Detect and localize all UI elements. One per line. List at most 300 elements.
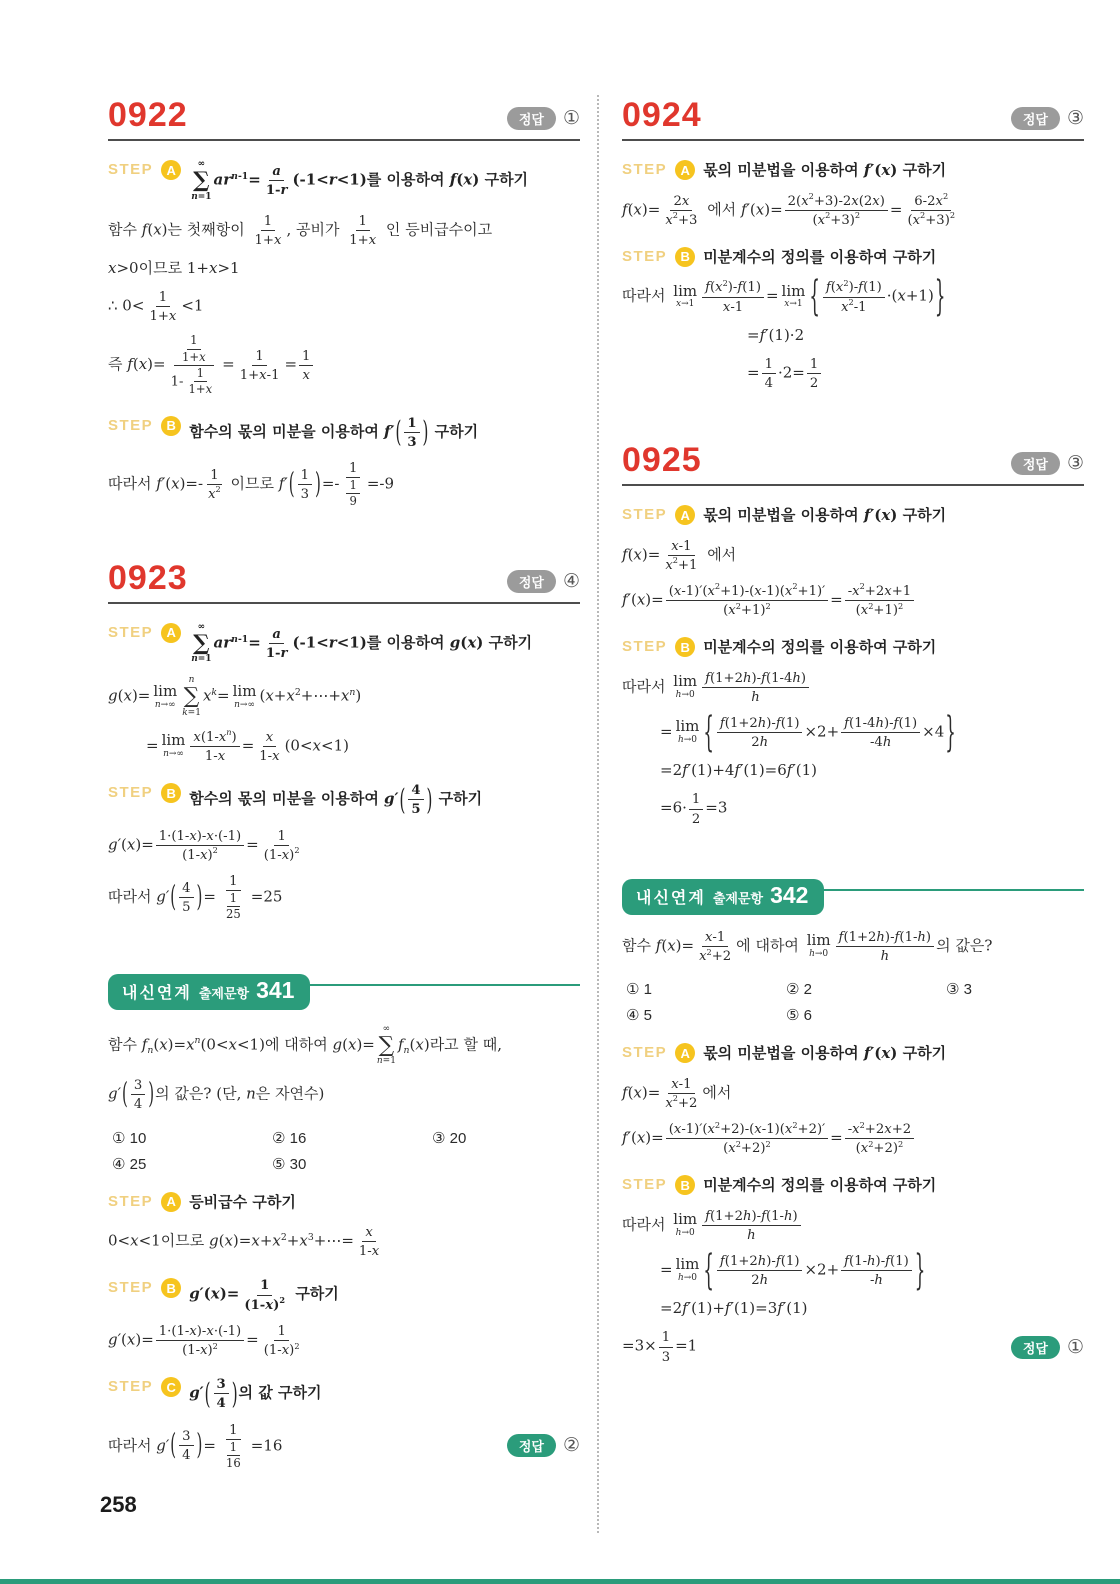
math-run: f (705, 1208, 710, 1224)
math-run: 1+ (239, 367, 260, 383)
formula-line (622, 193, 1084, 228)
step-title (189, 415, 478, 450)
math-run: x (224, 1231, 233, 1250)
limit (232, 681, 257, 711)
step-letter-badge: B (675, 247, 695, 267)
page-number: 258 (100, 1492, 137, 1517)
step-label: STEP (108, 1192, 154, 1210)
fraction (168, 334, 221, 396)
math-run: h (759, 1273, 769, 1289)
fraction (146, 289, 179, 324)
math-run: 2 (212, 845, 218, 856)
math-run: 2 (751, 735, 760, 751)
denominator (261, 1341, 303, 1358)
math-run: +2 (677, 1095, 698, 1111)
math-run: a (272, 164, 281, 180)
superscript (279, 1296, 285, 1305)
math-run: ( (121, 1330, 127, 1349)
answer-pill: 정답 (1011, 452, 1060, 475)
math-run: (1)·2 (768, 325, 805, 344)
math-run: 1 (229, 1422, 238, 1438)
choice-list (112, 1129, 580, 1173)
superscript (766, 602, 771, 611)
math-run: 2 (809, 375, 819, 391)
math-run: h (677, 1273, 684, 1284)
lim-symbol: lim (673, 1210, 698, 1229)
sum-lower (191, 654, 211, 665)
choice-item: ① 1 (626, 981, 652, 999)
math-run: f′ (622, 590, 631, 609)
math-run: x (665, 212, 673, 228)
superscript (213, 1342, 218, 1351)
text-run: 인 (385, 221, 401, 239)
superscript (216, 485, 221, 494)
text-run: 이용하여 (320, 790, 379, 808)
math-run: 1- (265, 646, 281, 662)
math-run: ′ (822, 1121, 826, 1137)
denominator (838, 298, 870, 315)
fraction (662, 1076, 700, 1111)
problem-number: 0923 (108, 558, 188, 597)
step-label: STEP (108, 1378, 154, 1396)
math-run: )= (641, 200, 661, 219)
formula-line (622, 1208, 1084, 1243)
numerator (156, 1323, 244, 1341)
fraction (179, 880, 193, 915)
math-run: f (838, 929, 844, 945)
math-run: f (844, 716, 850, 732)
math-run: 1- (265, 183, 281, 199)
answer-value: ④ (562, 570, 580, 592)
numerator (408, 782, 423, 800)
lim-symbol: lim (161, 731, 186, 750)
math-run: ′ (699, 583, 703, 599)
math-run: 2 (722, 277, 728, 288)
math-run: g′ (384, 789, 399, 808)
numerator (346, 460, 360, 478)
math-run: 3 (182, 1429, 191, 1445)
formula-line (660, 1246, 1084, 1295)
sum-lower (377, 1056, 396, 1067)
math-run: 2 (808, 191, 814, 202)
text-run: 공비가 (295, 221, 340, 239)
math-run: n (147, 1045, 154, 1057)
limit (162, 733, 186, 760)
text-run: 미분을 (272, 790, 316, 808)
math-run: h (917, 929, 926, 945)
math-run: f (449, 170, 457, 189)
math-run: f (705, 280, 710, 296)
text-run: 의 (155, 1085, 170, 1103)
math-run: = (284, 355, 298, 374)
math-run: ( (259, 687, 266, 706)
math-run: f′ (156, 474, 166, 493)
numerator (261, 213, 275, 231)
fraction (717, 1253, 803, 1288)
text-run: 의 (936, 937, 951, 955)
math-run: +2 (891, 1121, 912, 1137)
math-run: x (671, 538, 679, 554)
answer-badge (1011, 107, 1084, 132)
text-run: 구하기 (892, 1177, 937, 1195)
math-run: +3) (830, 212, 855, 228)
math-run: ×4 (922, 722, 945, 741)
math-run: x (884, 1121, 892, 1137)
numerator (702, 929, 728, 947)
math-run: 1+ (188, 382, 206, 397)
fraction (261, 1323, 303, 1358)
math-run: f (705, 670, 710, 686)
math-run: = (248, 633, 261, 652)
summation (191, 622, 211, 666)
math-run: ( (907, 212, 913, 228)
numerator (227, 1441, 240, 1456)
question-text (108, 1077, 580, 1112)
math-run: x (368, 232, 377, 248)
fraction (218, 1422, 249, 1471)
big-paren: ( (399, 782, 406, 817)
text-run: 은 (255, 1085, 271, 1103)
math-run: f′ (740, 200, 750, 219)
math-run: n (226, 727, 232, 738)
math-run: 2( (787, 193, 802, 209)
math-run: h (757, 716, 767, 732)
math-run: ) (476, 633, 489, 652)
math-run: >1 (217, 258, 240, 277)
math-run: 1 (358, 213, 367, 229)
math-run: =1 (382, 1056, 396, 1067)
math-run: (1)=6 (743, 761, 787, 780)
math-run: ′ (699, 1121, 703, 1137)
denominator (408, 800, 423, 817)
math-run: 1 (809, 356, 819, 372)
text-run: 구하기 (892, 248, 937, 266)
formula-line (622, 1329, 697, 1364)
math-run: x (281, 1342, 290, 1358)
fraction (214, 1376, 229, 1411)
text-run: 구하기 (278, 1384, 322, 1402)
denominator (298, 485, 312, 502)
math-run: n (194, 1035, 201, 1047)
math-run: = (747, 325, 760, 344)
math-run: →1 (789, 299, 803, 310)
math-run: )= (764, 200, 783, 219)
math-run: f′ (863, 161, 875, 179)
math-run: x (784, 1121, 793, 1137)
math-run: f′ (786, 761, 796, 780)
math-run: -1 (730, 299, 744, 315)
fraction (689, 791, 703, 826)
math-run: (1)+ (691, 1299, 725, 1318)
math-run: ( (203, 1285, 211, 1304)
math-run: x (200, 1342, 208, 1358)
math-run: x (699, 948, 707, 964)
fraction (179, 334, 209, 364)
denominator (807, 374, 821, 391)
math-run: 4 (133, 1097, 143, 1113)
math-run: f′ (724, 1299, 734, 1318)
numerator (362, 1224, 375, 1242)
math-run: 2 (672, 1093, 678, 1104)
denominator (867, 1271, 886, 1288)
math-run: (1- (263, 847, 282, 863)
math-run: x (897, 286, 906, 305)
text-run: 함수 (108, 1036, 137, 1054)
math-run: +2)-( (720, 1121, 755, 1137)
math-run: r (328, 170, 337, 189)
text-run: 따라서 (108, 475, 152, 493)
big-paren: ( (122, 1076, 128, 1112)
fraction (346, 479, 359, 509)
math-run: 1- (204, 749, 218, 765)
denominator (904, 211, 958, 228)
math-run: n (191, 191, 198, 202)
math-run: x (206, 1323, 214, 1339)
math-run: )- (751, 1208, 762, 1224)
problem-0922 (108, 98, 580, 509)
math-run: (1- (849, 1254, 868, 1270)
denominator (241, 1296, 288, 1313)
math-run: )- (766, 716, 776, 732)
math-run: f′ (682, 1299, 692, 1318)
math-run: (1) (780, 716, 800, 732)
math-run: 1 (190, 333, 198, 348)
math-run (245, 220, 250, 238)
math-run: x (347, 1035, 357, 1054)
math-run: (0< (200, 1035, 229, 1054)
math-run: 4 (216, 1396, 226, 1412)
math-run: →0 (681, 1227, 695, 1238)
numerator (346, 479, 359, 494)
math-run: x (636, 590, 646, 609)
text-run: 함수 (108, 221, 137, 239)
limit (673, 674, 697, 701)
math-run: ·(-1) (213, 1323, 242, 1339)
badge-main-label: 내신연계 (636, 889, 706, 907)
lim-lower (809, 949, 828, 960)
math-run: (1+2 (724, 1254, 758, 1270)
math-run: (1- (200, 729, 219, 745)
math-run: 2 (859, 581, 865, 592)
numerator (269, 626, 284, 644)
math-run: x (286, 687, 295, 706)
math-run: )- (883, 716, 894, 732)
math-run: 2 (898, 600, 904, 611)
text-run: 이용하여 (386, 634, 445, 652)
math-run: x (302, 367, 310, 383)
fraction (299, 348, 313, 383)
math-run: ) (800, 670, 807, 686)
math-run: 1 (158, 289, 168, 305)
math-run: ) (890, 1044, 903, 1063)
math-run: ∴ 0< (108, 296, 145, 315)
math-run: 2 (714, 1119, 721, 1130)
problem-header (108, 558, 580, 597)
denominator (202, 747, 228, 764)
formula-line (108, 1224, 580, 1259)
numerator (841, 1253, 912, 1271)
answer-pill: 정답 (1011, 1336, 1060, 1359)
math-run: h (874, 1273, 883, 1289)
superscript (898, 1140, 903, 1149)
sigma-symbol: ∑ (193, 167, 210, 193)
lim-symbol: lim (232, 681, 257, 700)
superscript (231, 171, 248, 181)
math-run: ar (213, 633, 232, 652)
text-run: 구하기 (902, 507, 947, 525)
math-run: 2 (294, 1340, 300, 1351)
step-heading (108, 415, 580, 450)
limit (673, 1212, 697, 1239)
math-run: =1 (187, 707, 201, 718)
math-run: x (272, 749, 280, 765)
fraction (717, 715, 803, 750)
text-run: 이용하여 (320, 423, 379, 441)
denominator (346, 494, 359, 508)
fraction (666, 1121, 828, 1156)
text-run: 구하기 (295, 1286, 339, 1304)
math-run: (1)+4 (691, 761, 735, 780)
fraction (662, 538, 700, 573)
math-run: (1)=3 (733, 1299, 778, 1318)
fraction (346, 213, 379, 248)
denominator (662, 211, 700, 228)
title-rule (622, 139, 1084, 141)
big-brace: { (809, 273, 820, 321)
math-run: ( (855, 603, 861, 619)
big-brace: { (703, 708, 714, 757)
numerator (263, 729, 276, 747)
math-run: k (211, 687, 218, 699)
math-run: x (784, 583, 793, 599)
math-run: x (707, 1121, 715, 1137)
fraction (845, 583, 914, 618)
big-paren: ) (314, 466, 321, 501)
numerator (702, 670, 809, 688)
math-run: 2 (279, 1295, 286, 1306)
text-run: 구하기 (902, 1045, 947, 1063)
math-run: )- (196, 1323, 207, 1339)
formula-line (622, 273, 1084, 321)
math-run: 2 (751, 1273, 760, 1289)
math-run: 1 (263, 213, 273, 229)
math-run: x (633, 200, 642, 219)
math-run: h (757, 1254, 767, 1270)
text-run: 함수의 (189, 790, 233, 808)
denominator (179, 846, 221, 863)
math-run: -1 (266, 367, 280, 383)
math-run: ) (207, 1342, 213, 1358)
denominator (404, 433, 419, 450)
denominator (662, 556, 700, 573)
math-run: 3 (661, 1349, 671, 1365)
math-run: )=- (179, 474, 204, 493)
text-run: 라고 (429, 1036, 459, 1054)
numerator (911, 193, 951, 211)
math-run: ? ( (203, 1084, 223, 1103)
math-run: x (123, 687, 132, 706)
superscript (294, 1342, 299, 1351)
lim-symbol: lim (673, 672, 698, 691)
math-run: x (259, 367, 267, 383)
fraction (263, 626, 291, 661)
math-run: -1 (712, 929, 726, 945)
math-run: x (463, 170, 473, 189)
text-run: 이용하여 (829, 639, 888, 657)
math-run: x (801, 193, 809, 209)
text-run: 를 (366, 171, 382, 189)
denominator (168, 366, 221, 397)
step-heading (622, 1042, 1084, 1066)
math-run: x (251, 1231, 260, 1250)
numerator (668, 538, 694, 556)
numerator (131, 1077, 145, 1095)
numerator (666, 1121, 828, 1139)
math-run: ) (890, 506, 903, 525)
fraction (356, 1224, 382, 1259)
step-letter-badge: B (161, 1278, 181, 1298)
text-run: 미분법을 (737, 1045, 796, 1063)
denominator (748, 688, 763, 705)
math-run: f (397, 1035, 404, 1054)
math-run: h (751, 689, 760, 705)
math-run: )= (135, 835, 154, 854)
text-run: 첫째항이 (186, 221, 245, 239)
math-run: ) (289, 1342, 295, 1358)
math-run: -1 (678, 538, 692, 554)
math-run: 1- (170, 374, 184, 390)
lim-symbol: lim (806, 931, 831, 950)
step-title (703, 504, 946, 528)
math-run: h (783, 1208, 793, 1224)
math-run: ( (668, 583, 674, 599)
text-run: 함수 (622, 937, 651, 955)
choice-item: ⑤ 30 (272, 1155, 307, 1173)
math-run: + (259, 1231, 273, 1250)
denominator (853, 1139, 907, 1156)
math-run: g′ (108, 1084, 122, 1103)
formula-line (660, 1298, 1084, 1319)
denominator (720, 601, 774, 618)
text-run: 정의를 (780, 1177, 825, 1195)
text-run: 에서 (707, 546, 737, 564)
math-run: +3) (925, 212, 950, 228)
math-run: , (236, 1084, 247, 1103)
formula-line (660, 760, 1084, 781)
math-run: x (108, 258, 117, 277)
math-run: x (673, 583, 682, 599)
math-run: )= (232, 1231, 252, 1250)
fraction (823, 279, 885, 314)
math-run: = (217, 687, 230, 706)
math-run: - (847, 1121, 853, 1137)
math-run: )= (645, 1128, 664, 1147)
fraction (218, 873, 249, 922)
math-run: x (728, 1141, 736, 1157)
step-heading (108, 782, 580, 817)
lim-lower (155, 700, 176, 711)
math-run: )= (641, 545, 661, 564)
math-run: 1 (764, 356, 773, 372)
step-label: STEP (108, 623, 154, 641)
math-run: <1) (336, 633, 367, 652)
denominator (263, 181, 291, 198)
linked-problem-badge (622, 879, 824, 915)
math-run: 1 (229, 1439, 238, 1454)
math-run: ( (749, 200, 756, 219)
math-run: x (784, 299, 790, 310)
fraction (298, 467, 312, 502)
